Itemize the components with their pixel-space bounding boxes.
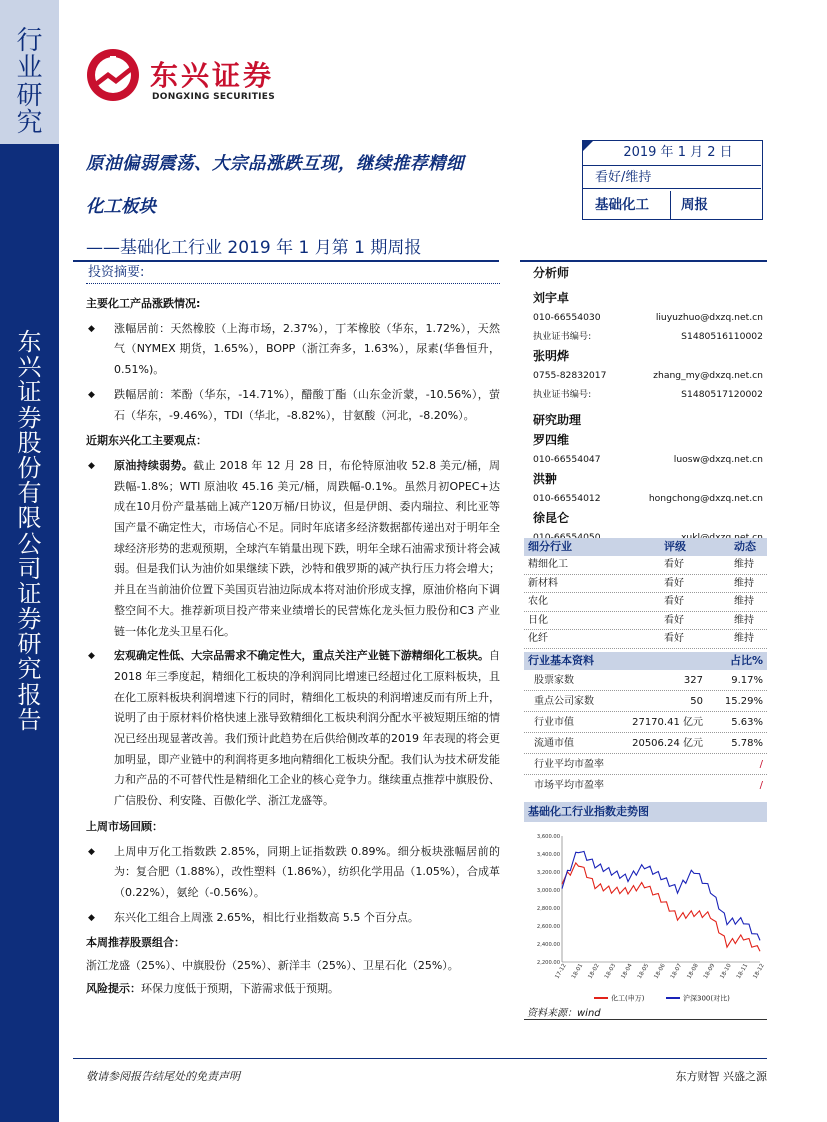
price-heading: 主要化工产品涨跌情况: [86,297,201,310]
cell: 15.29% [724,696,763,707]
report-title-line2: 化工板块 [86,197,156,217]
market1-bullet [86,842,500,904]
assistant-contact [533,489,763,508]
rise-text: 涨幅居前：天然橡胶（上海市场，2.37%），丁苯橡胶（华东，1.72%），天然气（NYMEX 期货，1.65%），BOPP（浙江奔多，1.63%），尿素(华鲁恒升，0.51%)。 [114,321,500,377]
x-tick-label: 18-07 [669,962,684,981]
table-row [524,712,767,733]
x-tick-label: 18-02 [587,962,601,981]
assistant-contact [533,450,763,469]
side-label-char: 有 [17,479,42,508]
summary-heading: 投资摘要: [86,262,500,284]
x-tick-label: 18-12 [752,962,766,981]
cell: 市场平均市盈率 [534,780,604,791]
side-label-char: 券 [17,605,42,634]
logo-mark-icon [86,48,140,102]
cell: 维持 [734,596,754,607]
side-label-char: 兴 [17,353,42,382]
side-label-char: 证 [17,579,42,608]
bullet-icon: ◆ [88,323,95,334]
table-header [524,538,767,556]
side-label-bottom [0,330,59,733]
table-row [524,691,767,712]
cell: 日化 [528,614,548,626]
col-header: 占比% [729,654,763,667]
rating-label: 看好/维持 [583,165,761,189]
col-header: 细分行业 [528,540,572,553]
x-tick-label: 17-12 [554,962,568,981]
cell: 维持 [734,577,754,589]
table-row [524,612,767,631]
main-column [86,262,500,1000]
legend-label: 化工(申万) [611,994,645,1003]
table-row [524,670,767,691]
col-header: 动态 [734,540,756,553]
sub-industry-table [524,538,767,649]
side-label-char: 究 [16,107,43,138]
side-label-char: 司 [17,554,42,583]
table-header [524,652,767,670]
cell: 5.78% [731,738,763,749]
bullet-icon: ◆ [88,389,95,400]
chart-title: 基础化工行业指数走势图 [524,802,767,822]
analyst-contact [533,366,763,385]
cell: 农化 [528,596,548,607]
logo-text-cn: 东兴证券 [150,59,275,92]
cert-number: S1480517120002 [681,389,763,400]
bullet-icon: ◆ [88,846,95,857]
x-tick-label: 18-01 [570,962,585,981]
series-line [562,851,760,940]
table-row [524,556,767,575]
basic-data-table [524,652,767,796]
side-label-char: 公 [17,529,42,558]
risk-label: 风险提示： [86,981,141,995]
y-tick-label: 2,600.00 [536,924,560,930]
chart-legend [594,994,730,1003]
side-label-char: 限 [17,504,42,533]
cell: 维持 [734,559,754,570]
x-axis-ticks [554,963,765,980]
footer-slogan: 东方财智 兴盛之源 [675,1070,767,1083]
cell: 327 [683,675,703,686]
report-title-line1: 原油偏弱震荡、大宗品涨跌互现，继续推荐精细 [86,154,464,174]
analyst-panel [533,262,763,547]
cell: 新材料 [528,577,558,589]
y-tick-label: 2,800.00 [536,906,560,912]
table-row [524,775,767,796]
cell: 维持 [734,614,754,626]
analyst-email: liuyuzhuo@dxzq.net.cn [655,312,763,323]
report-type-label: 周报 [681,197,708,213]
analyst-heading: 分析师 [533,266,570,280]
x-tick-label: 18-04 [620,962,634,981]
analyst-cert [533,327,763,346]
risk-line [86,979,500,1000]
picks-text: 浙江龙盛（25%）、中旗股份（25%）、新洋丰（25%）、卫星石化（25%）。 [86,959,459,973]
table-row [524,733,767,754]
cell: 50 [690,696,703,707]
side-label-char: 报 [17,680,42,709]
cell: 5.63% [731,717,763,728]
side-label-char: 证 [17,378,42,407]
report-subtitle: ——基础化工行业 2019 年 1 月第 1 期周报 [86,238,422,258]
side-label-char: 究 [17,655,42,684]
side-label-char: 业 [16,53,43,84]
assistant-name: 徐昆仑 [533,511,570,525]
y-tick-label: 2,400.00 [536,942,560,948]
rating-box [582,140,763,220]
y-tick-label: 2,200.00 [536,960,560,966]
cell: 20506.24 亿元 [632,738,703,749]
cell: 化纤 [528,633,548,644]
table-row [524,593,767,612]
side-band-top [0,0,59,144]
x-tick-label: 18-06 [653,962,667,981]
side-label-char: 股 [17,428,42,457]
col-header: 评级 [664,540,686,553]
x-tick-label: 18-09 [702,962,717,981]
cell: 维持 [734,633,754,644]
cell: / [759,780,763,791]
view2-bullet [86,646,500,812]
cell: 看好 [664,633,684,644]
analyst-name: 刘宇卓 [533,291,570,305]
y-tick-label: 3,000.00 [536,888,560,894]
assistant-heading: 研究助理 [533,413,582,427]
assistant-name: 罗四维 [533,433,570,447]
legend-label: 沪深300(对比) [683,994,730,1003]
cell: 行业市值 [534,717,574,728]
cert-number: S1480516110002 [681,331,763,342]
company-logo [86,48,316,108]
view1-text: 截止 2018 年 12 月 28 日，布伦特原油收 52.8 美元/桶，周跌幅-1.8%；WTI 原油收 45.16 美元/桶，周跌幅-0.1%。虽然月初OPEC+达成在10月份产量基础上减产120万桶/日协议，但是伊朗、委内瑞拉、利比亚等国产量不确定性大，市场信心不足。同时年底诸多经济数据都传递出对于明年全球经济形势的悲观预期，全球汽车销量出现下跌，明年全球石油需求预计将会减弱。但是我们认为油价如果继续下跌，沙特和俄罗斯的减产执行压力将会增大；并且在当前油价位置下美国页岩油边际成本将对油价形成支撑，原油价格向下调整空间不大。推荐新项目投产带来业绩增长的民营炼化龙头恒力股份和C3 产业链一体化龙头卫星石化。 [114,458,500,638]
view2-lead: 宏观确定性低、大宗品需求不确定性大，重点关注产业链下游精细化工板块。 [114,649,489,663]
risk-text: 环保力度低于预期，下游需求低于预期。 [141,981,339,995]
cell: 流通市值 [534,738,574,749]
analyst-contact [533,308,763,327]
x-tick-label: 18-03 [603,962,618,981]
analyst-email: zhang_my@dxzq.net.cn [653,370,763,381]
cell: 9.17% [731,675,763,686]
side-label-char: 研 [17,630,42,659]
analyst-name: 张明烨 [533,349,570,363]
x-tick-label: 18-08 [686,962,700,981]
col-header: 行业基本资料 [528,654,594,667]
table-row [524,754,767,775]
x-tick-label: 18-10 [719,962,733,981]
chart-divider [524,1019,767,1020]
bullet-icon: ◆ [88,460,95,471]
cell: 行业平均市盈率 [534,759,604,770]
rise-bullet [86,319,500,381]
cell: 看好 [664,577,684,589]
assistant-email: luosw@dxzq.net.cn [673,454,763,465]
cell: 重点公司家数 [534,696,594,707]
analyst-cert [533,385,763,404]
y-axis-ticks [537,834,560,966]
cell: 精细化工 [528,559,568,570]
assistant-name: 洪翀 [533,472,558,486]
side-band-bottom [0,144,59,1122]
assistant-phone: 010-66554012 [533,493,601,504]
cert-label: 执业证书编号: [533,389,592,400]
side-label-char: 东 [17,328,42,356]
chart-grid [562,836,760,962]
views-heading: 近期东兴化工主要观点： [86,434,207,448]
side-label-char: 份 [17,453,42,482]
analyst-phone: 010-66554030 [533,312,601,323]
fall-text: 跌幅居前：苯酚（华东，-14.71%），醋酸丁酯（山东金沂蒙，-10.56%），萤石（华东，-9.46%），TDI（华北，-8.82%），甘氨酸（河北，-8.20%）。 [114,387,500,422]
fall-bullet [86,385,500,426]
report-date: 2019 年 1 月 2 日 [623,145,733,160]
cell: 看好 [664,614,684,626]
view2-text: 自2018 年三季度起，精细化工板块的净利润同比增速已经超过化工原料板块，且在化工原料板块利润增速下行的同时，精细化工板块的利润增速反而有所上升，说明了由于原材料价格快速上涨导致精细化工板块利润分配水平被短期压缩的情况已经出现显著改善。我们预计此趋势在后供给侧改革的2019 年表现的将会更加明显，即产业链中的利润将更多地向精细化工板块分配。我们认为技术研发能力和产品的不可替代性是精细化工企业的核心竞争力。继续重点推荐中旗股份、广信股份、利安隆、百傲化学、浙江龙盛等。 [114,649,500,808]
x-tick-label: 18-05 [636,962,651,981]
cell: 看好 [664,559,684,570]
market-heading: 上周市场回顾： [86,819,163,833]
chart-source: 资料来源：wind [527,1008,601,1019]
analyst-phone: 0755-82832017 [533,370,607,381]
y-tick-label: 3,200.00 [536,870,560,876]
x-tick-label: 18-11 [735,962,750,981]
logo-text-en: DONGXING SECURITIES [152,92,276,102]
market1-text: 上周申万化工指数跌 2.85%，同期上证指数跌 0.89%。细分板块涨幅居前的为：复合肥（1.88%），改性塑料（1.86%），纺织化学用品（1.05%），合成革（0.22%），氨纶（-0.56%）。 [114,844,500,899]
side-label-top [0,28,59,137]
sector-label: 基础化工 [583,191,671,219]
table-row [524,575,767,594]
chart-series [562,851,760,951]
y-tick-label: 3,400.00 [536,852,560,858]
index-trend-chart [524,826,767,1006]
series-line [562,863,760,951]
cert-label: 执业证书编号: [533,331,592,342]
market2-text: 东兴化工组合上周涨 2.65%，相比行业指数高 5.5 个百分点。 [114,910,419,924]
cell: 27170.41 亿元 [632,717,703,728]
footer-divider [73,1058,767,1059]
cell: 看好 [664,596,684,607]
bullet-icon: ◆ [88,912,95,923]
cell: / [759,759,763,770]
footer-disclaimer: 敬请参阅报告结尾处的免责声明 [86,1070,240,1083]
table-row [524,630,767,649]
market2-bullet [86,908,500,929]
side-label-char: 券 [17,403,42,432]
bullet-icon: ◆ [88,651,95,662]
corner-mark [583,141,593,151]
view1-bullet [86,456,500,642]
view1-lead: 原油持续弱势。 [114,458,194,472]
y-tick-label: 3,600.00 [536,834,560,840]
side-label-char: 告 [17,705,42,734]
picks-heading: 本周推荐股票组合： [86,936,185,950]
assistant-email: hongchong@dxzq.net.cn [648,493,763,504]
cell: 股票家数 [534,675,574,686]
side-label-char: 研 [16,80,43,111]
assistant-phone: 010-66554047 [533,454,601,465]
side-label-char: 行 [16,26,43,56]
